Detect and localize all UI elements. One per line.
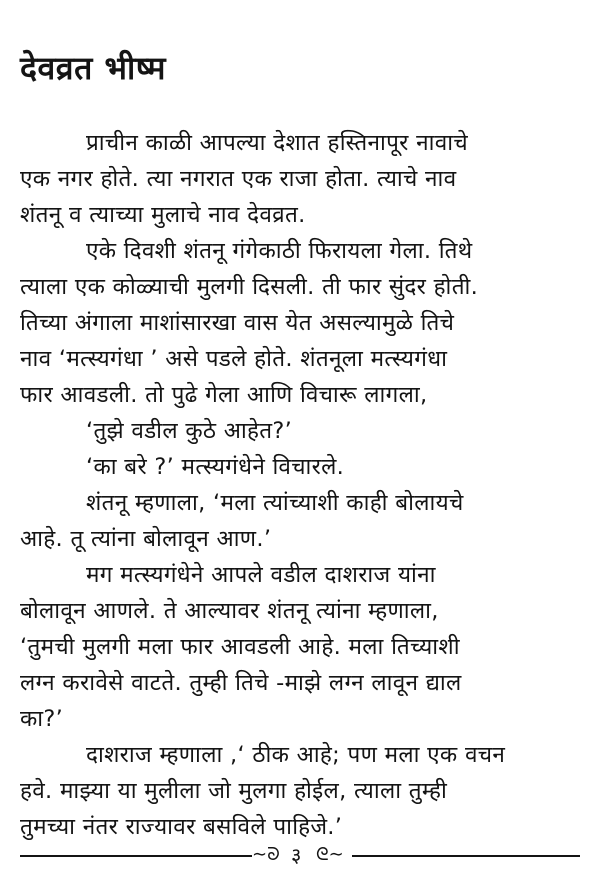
page-number: ३ (291, 843, 302, 867)
text-line: ‘तुमची मुलगी मला फार आवडली आहे. मला तिच्याशी (20, 634, 460, 660)
text-line: हवे. माझ्या या मुलीला जो मुलगा होईल, त्याला तुम्ही (20, 778, 448, 804)
text-line: का?’ (20, 706, 64, 732)
footer-rule-left (20, 855, 252, 857)
text-line: त्याला एक कोळ्याची मुलगी दिसली. ती फार सुंदर होती. (20, 274, 479, 300)
text-line: लग्न करावेसे वाटते. तुम्ही तिचे -माझे लग्न लावून द्याल (20, 670, 462, 696)
text-line: एक नगर होते. त्या नगरात एक राजा होता. त्याचे नाव (20, 166, 457, 192)
text-line: शंतनू व त्याच्या मुलाचे नाव देवव्रत. (20, 202, 306, 228)
text-line: प्राचीन काळी आपल्या देशात हस्तिनापूर नावाचे (86, 130, 468, 156)
text-line: आहे. तू त्यांना बोलावून आण.’ (20, 526, 272, 552)
footer-rule-right (352, 855, 580, 857)
chapter-title: देवव्रत भीष्म (20, 49, 166, 87)
text-line: बोलावून आणले. ते आल्यावर शंतनू त्यांना म्हणाला, (20, 598, 439, 624)
text-line: ‘का बरे ?’ मत्स्यगंधेने विचारले. (86, 454, 345, 480)
text-line: शंतनू म्हणाला, ‘मला त्यांच्याशी काही बोलायचे (86, 490, 464, 516)
footer-ornament-right: ᘓ∼ (316, 844, 344, 865)
footer-ornament-left: ∼ᘐ (252, 844, 280, 865)
text-line: दाशराज म्हणाला ,‘ ठीक आहे; पण मला एक वचन (86, 742, 506, 768)
text-line: मग मत्स्यगंधेने आपले वडील दाशराज यांना (86, 562, 436, 588)
text-line: तुमच्या नंतर राज्यावर बसविले पाहिजे.’ (20, 814, 343, 840)
text-line: ‘तुझे वडील कुठे आहेत?’ (86, 418, 293, 444)
text-line: तिच्या अंगाला माशांसारखा वास येत असल्यामुळे तिचे (20, 310, 455, 336)
text-line: फार आवडली. तो पुढे गेला आणि विचारू लागला, (20, 382, 428, 408)
text-line: एके दिवशी शंतनू गंगेकाठी फिरायला गेला. तिथे (86, 238, 473, 264)
text-line: नाव ‘मत्स्यगंधा ’ असे पडले होते. शंतनूला मत्स्यगंधा (20, 346, 448, 372)
